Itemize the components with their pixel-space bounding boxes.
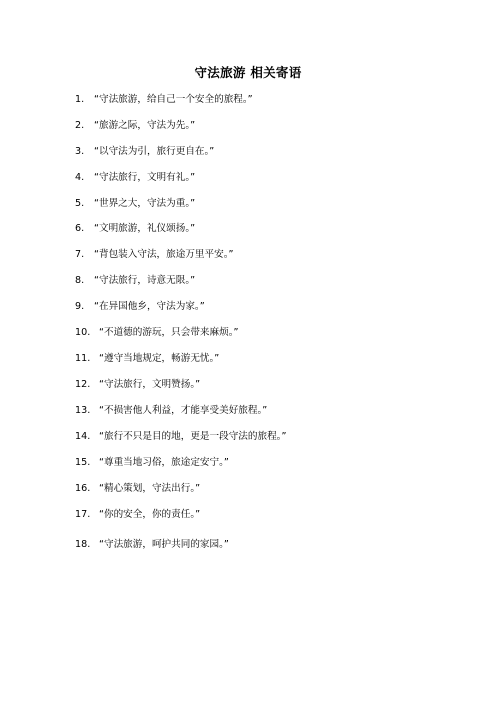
list-item <box>0 93 496 107</box>
list-item <box>0 352 496 366</box>
item-text: “以守法为引，旅行更自在。” <box>94 146 215 157</box>
item-text: “守法旅行，文明赞扬。” <box>99 379 201 390</box>
item-text: “世界之大，守法为重。” <box>94 198 196 209</box>
list-item <box>0 171 496 185</box>
item-text: “在异国他乡，守法为家。” <box>94 301 205 312</box>
item-number: 10. <box>75 327 91 338</box>
item-number: 12. <box>75 379 91 390</box>
list-item <box>0 145 496 159</box>
item-number: 6. <box>75 223 85 234</box>
item-text: “不损害他人利益，才能享受美好旅程。” <box>99 405 268 416</box>
item-number: 8. <box>75 275 85 286</box>
item-text: “旅行不只是目的地，更是一段守法的旅程。” <box>99 431 287 442</box>
item-text: “守法旅行，文明有礼。” <box>94 172 196 183</box>
item-text: “旅游之际，守法为先。” <box>94 120 196 131</box>
item-number: 3. <box>75 146 85 157</box>
item-number: 11. <box>75 353 91 364</box>
item-number: 5. <box>75 198 85 209</box>
item-text: “不道德的游玩，只会带来麻烦。” <box>99 327 239 338</box>
item-text: “遵守当地规定，畅游无忧。” <box>99 353 220 364</box>
list-item <box>0 538 496 552</box>
list-item <box>0 119 496 133</box>
list-item <box>0 222 496 236</box>
list-item <box>0 508 496 522</box>
list-item <box>0 456 496 470</box>
item-number: 16. <box>75 483 91 494</box>
item-number: 18. <box>75 539 91 550</box>
item-number: 13. <box>75 405 91 416</box>
item-text: “尊重当地习俗，旅途定安宁。” <box>99 457 229 468</box>
list-item <box>0 378 496 392</box>
item-number: 14. <box>75 431 91 442</box>
item-number: 17. <box>75 509 91 520</box>
item-text: “背包装入守法，旅途万里平安。” <box>94 249 234 260</box>
list-item <box>0 300 496 314</box>
item-text: “守法旅游，呵护共同的家园。” <box>99 539 229 550</box>
item-number: 2. <box>75 120 85 131</box>
item-text: “精心策划，守法出行。” <box>99 483 201 494</box>
list-item <box>0 274 496 288</box>
item-text: “你的安全，你的责任。” <box>99 509 201 520</box>
item-text: “守法旅行，诗意无限。” <box>94 275 196 286</box>
list-item <box>0 404 496 418</box>
item-number: 4. <box>75 172 85 183</box>
list-item <box>0 430 496 444</box>
item-text: “文明旅游，礼仪颂扬。” <box>94 223 196 234</box>
item-text: “守法旅游，给自己一个安全的旅程。” <box>94 94 253 105</box>
item-number: 9. <box>75 301 85 312</box>
list-item <box>0 326 496 340</box>
item-number: 15. <box>75 457 91 468</box>
list-item <box>0 197 496 211</box>
item-number: 7. <box>75 249 85 260</box>
document-title: 守法旅游 相关寄语 <box>194 65 302 80</box>
list-item <box>0 482 496 496</box>
list-item <box>0 248 496 262</box>
item-number: 1. <box>75 94 85 105</box>
